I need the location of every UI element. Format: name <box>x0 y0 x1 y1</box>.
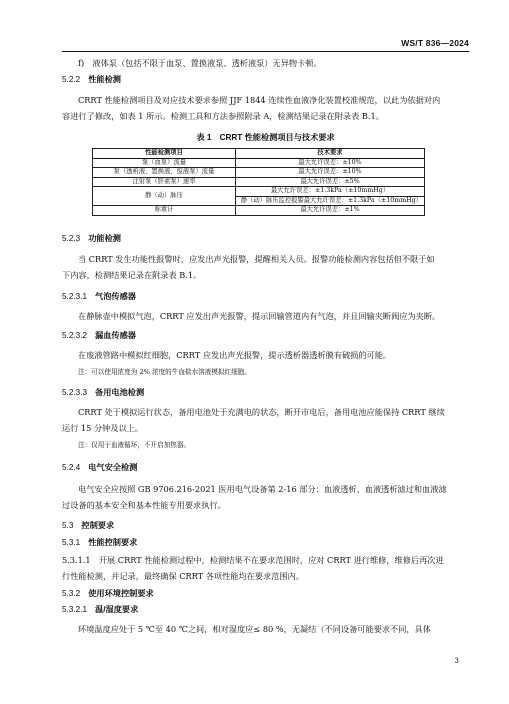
section-523-heading <box>62 232 469 246</box>
section-title: 性能控制要求 <box>88 538 138 547</box>
table-cell: 静（动）脉压监控报警最大允许误差：±1.3kPa（±10mmHg） <box>236 196 425 206</box>
section-title: 使用环境控制要求 <box>88 589 154 598</box>
table-cell: 称重计 <box>93 206 236 216</box>
section-number: 5.2.3.3 <box>62 388 88 397</box>
header-rule <box>62 51 469 52</box>
item-f-block <box>62 55 469 71</box>
section-number: 5.3.1 <box>62 538 81 547</box>
paragraph: CRRT 性能检测项目及对应技术要求参照 JJF 1844 连续性血液净化装置校准规范，以此为依据对内 <box>78 95 441 105</box>
paragraph: 电气安全应按照 GB 9706.216-2021 医用电气设备第 2-16 部分：血液透析、血液透析滤过和血液滤 <box>78 484 447 494</box>
section-title: 气泡传感器 <box>95 292 136 301</box>
table-header-row <box>93 149 425 159</box>
performance-table <box>92 148 425 216</box>
paragraph: 在废液管路中模拟红细胞，CRRT 应发出声光报警，提示透析器透析膜有破损的可能。 <box>78 350 392 360</box>
note: 注：仅用于血液循环，不开启加热器。 <box>78 441 191 449</box>
item-f: f) 液体泵（包括不限于血泵、置换液泵、透析液泵）无异物卡顿。 <box>78 58 322 68</box>
table-row <box>93 177 425 187</box>
section-title: 功能检测 <box>88 234 121 243</box>
section-5232-heading <box>62 329 469 343</box>
paragraph: 运行 15 分钟及以上。 <box>62 423 144 433</box>
table-cell: 泵（血泵）流量 <box>93 158 236 168</box>
table-row <box>93 158 425 168</box>
table-caption: 表 1 CRRT 性能检测项目与技术要求 <box>196 133 335 142</box>
section-number: 5.3.2.1 <box>62 605 88 614</box>
section-5231-heading <box>62 290 469 304</box>
table-cell: 最大允许误差：±1.3kPa（±10mmHg） <box>236 187 425 197</box>
paragraph: 当 CRRT 发生功能性报警时，应发出声光报警，提醒相关人员。报警功能检测内容包括但不限于如 <box>78 254 435 264</box>
table-header-item: 性能检测项目 <box>93 149 236 159</box>
table-cell: 最大允许误差：±1% <box>236 206 425 216</box>
table-cell: 最大允许误差：±10% <box>236 158 425 168</box>
section-523-body <box>62 251 469 283</box>
table-cell: 泵（透析液、置换液、废液泵）流量 <box>93 168 236 178</box>
section-number: 5.3 <box>62 521 74 530</box>
note: 注：可以使用浓度为 2% 浓度的牛血盐水溶液模拟红细胞。 <box>78 368 251 376</box>
table-cell: 最大允许误差：±10% <box>236 168 425 178</box>
section-5233-heading <box>62 386 469 400</box>
section-53-heading <box>62 519 469 533</box>
table-cell: 注射泵（肝素泵）速率 <box>93 177 236 187</box>
section-532-heading <box>62 587 469 601</box>
section-524-body <box>62 481 469 513</box>
paragraph: 5.3.1.1 开展 CRRT 性能检测过程中，检测结果不在要求范围时，应对 CRRT 进行维修，维修后再次进 <box>62 555 444 565</box>
paragraph: 在静脉壶中模拟气泡，CRRT 应发出声光报警，提示回输管道内有气泡，并且回输夹断阀应为夹断。 <box>78 311 441 321</box>
table-cell: 最大允许误差：±5% <box>236 177 425 187</box>
section-5321-body <box>62 621 469 637</box>
paragraph: 行性能检测，并记录，最终确保 CRRT 各项性能均在要求范围内。 <box>62 571 304 581</box>
section-524-heading <box>62 461 469 475</box>
paragraph: CRRT 处于模拟运行状态，备用电池处于充满电的状态，断开市电后，备用电池应能保持 CRRT 继续 <box>78 407 445 417</box>
section-number: 5.2.3.2 <box>62 331 88 340</box>
section-5232-body <box>62 347 469 378</box>
section-title: 控制要求 <box>81 521 115 530</box>
doc-code: WS/T 836—2024 <box>401 38 469 48</box>
section-522-body <box>62 92 469 124</box>
section-title: 漏血传感器 <box>95 331 136 340</box>
page-number: 3 <box>454 656 459 665</box>
table-cell: 静（动）脉压 <box>93 187 236 206</box>
section-522-heading <box>62 73 469 87</box>
section-number: 5.3.2 <box>62 589 81 598</box>
paragraph: 下内容，检测结果记录在附录表 B.1。 <box>62 270 202 280</box>
section-number: 5.2.3.1 <box>62 292 88 301</box>
section-number: 5.2.2 <box>62 75 81 84</box>
table-row <box>93 206 425 216</box>
section-title: 备用电池检测 <box>95 388 145 397</box>
table-row <box>93 168 425 178</box>
table-row <box>93 187 425 197</box>
section-5321-heading <box>62 603 469 617</box>
section-5231-body <box>62 308 469 324</box>
section-531-heading <box>62 536 469 550</box>
section-number: 5.2.3 <box>62 234 81 243</box>
paragraph: 容进行了修改，如表 1 所示。检测工具和方法参照附录 A，检测结果记录在附录表 B.1。 <box>62 111 384 121</box>
section-title: 温/湿度要求 <box>95 605 139 614</box>
table-header-requirement: 技术要求 <box>236 149 425 159</box>
paragraph: 环境温度应处于 5 ℃至 40 ℃之间，相对湿度应≤ 80 %，无凝结（不同设备可能要求不同，具体 <box>78 624 431 634</box>
section-5311-body <box>62 552 469 584</box>
section-title: 电气安全检测 <box>88 463 138 472</box>
paragraph: 过设备的基本安全和基本性能专用要求执行。 <box>62 500 226 510</box>
section-5233-body <box>62 404 469 451</box>
section-title: 性能检测 <box>88 75 121 84</box>
section-number: 5.2.4 <box>62 463 81 472</box>
